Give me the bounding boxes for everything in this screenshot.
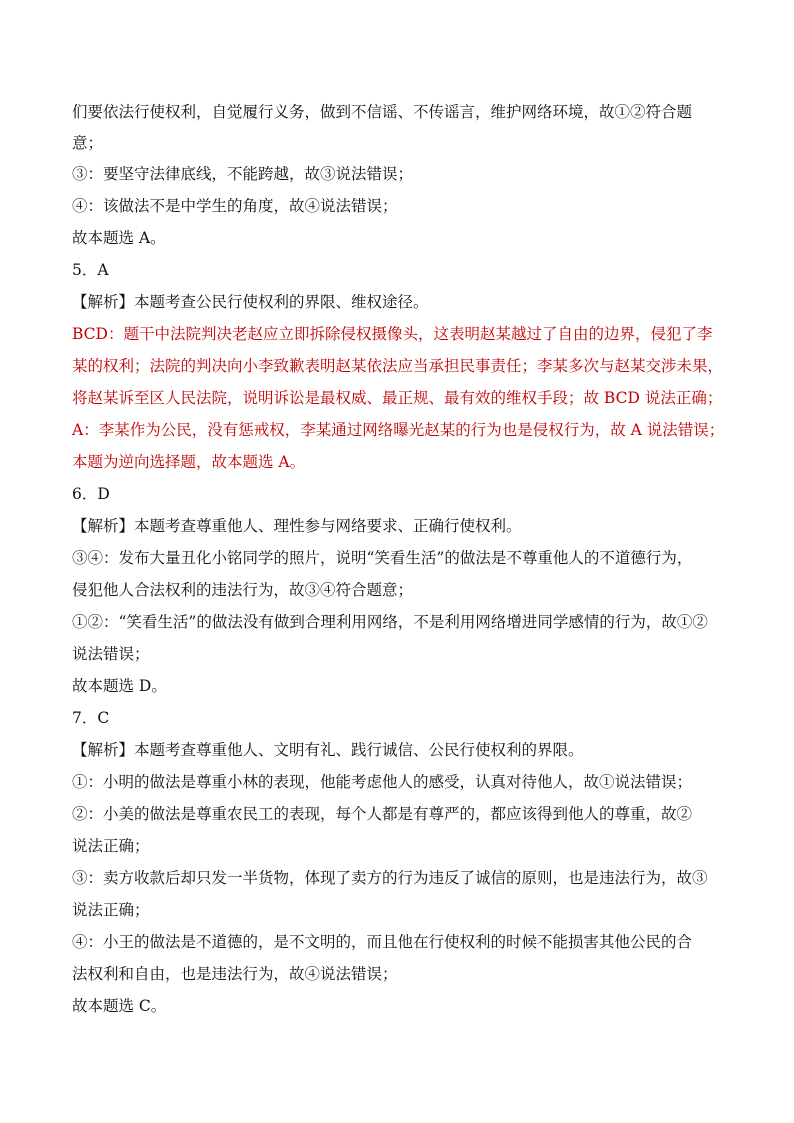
text-line: 侵犯他人合法权利的违法行为，故③④符合题意； bbox=[72, 581, 414, 599]
text-line-red: A：李某作为公民，没有惩戒权，李某通过网络曝光赵某的行为也是侵权行为，故 A 说法错误； bbox=[72, 421, 725, 439]
text-line: ③：要坚守法律底线，不能跨越，故③说法错误； bbox=[72, 165, 414, 183]
text-line: 说法错误； bbox=[72, 645, 150, 663]
text-line-red: 某的权利；法院的判决向小李致歉表明赵某依法应当承担民事责任；李某多次与赵某交涉未果， bbox=[72, 357, 724, 375]
text-line: 故本题选 C。 bbox=[72, 997, 167, 1015]
text-line: 意； bbox=[72, 134, 104, 152]
text-line: 们要依法行使权利，自觉履行义务，做到不信谣、不传谣言，维护网络环境，故①②符合题 bbox=[72, 103, 693, 121]
text-line: ④：小王的做法是不道德的，是不文明的，而且他在行使权利的时候不能损害其他公民的合 bbox=[72, 933, 693, 951]
text-line-red: 本题为逆向选择题，故本题选 A。 bbox=[72, 453, 306, 471]
question-number: 5．A bbox=[72, 261, 109, 279]
text-line: 法权利和自由，也是违法行为，故④说法错误； bbox=[72, 965, 398, 983]
text-line: 故本题选 D。 bbox=[72, 677, 167, 695]
text-line: 说法正确； bbox=[72, 901, 150, 919]
analysis-heading: 【解析】本题考查公民行使权利的界限、维权途径。 bbox=[72, 293, 429, 311]
question-number: 6．D bbox=[72, 485, 110, 503]
text-line: ③：卖方收款后却只发一半货物，体现了卖方的行为违反了诚信的原则，也是违法行为，故③ bbox=[72, 869, 708, 887]
text-line: 故本题选 A。 bbox=[72, 229, 166, 247]
question-number: 7．C bbox=[72, 709, 110, 727]
analysis-heading: 【解析】本题考查尊重他人、理性参与网络要求、正确行使权利。 bbox=[72, 517, 522, 535]
text-line: ③④：发布大量丑化小铭同学的照片，说明“笑看生活”的做法是不尊重他人的不道德行为， bbox=[72, 549, 693, 567]
text-line-red: BCD：题干中法院判决老赵应立即拆除侵权摄像头，这表明赵某越过了自由的边界，侵犯了李 bbox=[72, 325, 713, 343]
analysis-heading: 【解析】本题考查尊重他人、文明有礼、践行诚信、公民行使权利的界限。 bbox=[72, 741, 584, 759]
text-line-red: 将赵某诉至区人民法院，说明诉讼是最权威、最正规、最有效的维权手段；故 BCD 说法正确； bbox=[72, 389, 723, 407]
text-line: ①：小明的做法是尊重小林的表现，他能考虑他人的感受，认真对待他人，故①说法错误； bbox=[72, 773, 693, 791]
text-line: ①②：“笑看生活”的做法没有做到合理利用网络，不是利用网络增进同学感情的行为，故①② bbox=[72, 613, 708, 631]
text-line: 说法正确； bbox=[72, 837, 150, 855]
text-line: ④：该做法不是中学生的角度，故④说法错误； bbox=[72, 197, 398, 215]
text-line: ②：小美的做法是尊重农民工的表现，每个人都是有尊严的，都应该得到他人的尊重，故② bbox=[72, 805, 693, 823]
